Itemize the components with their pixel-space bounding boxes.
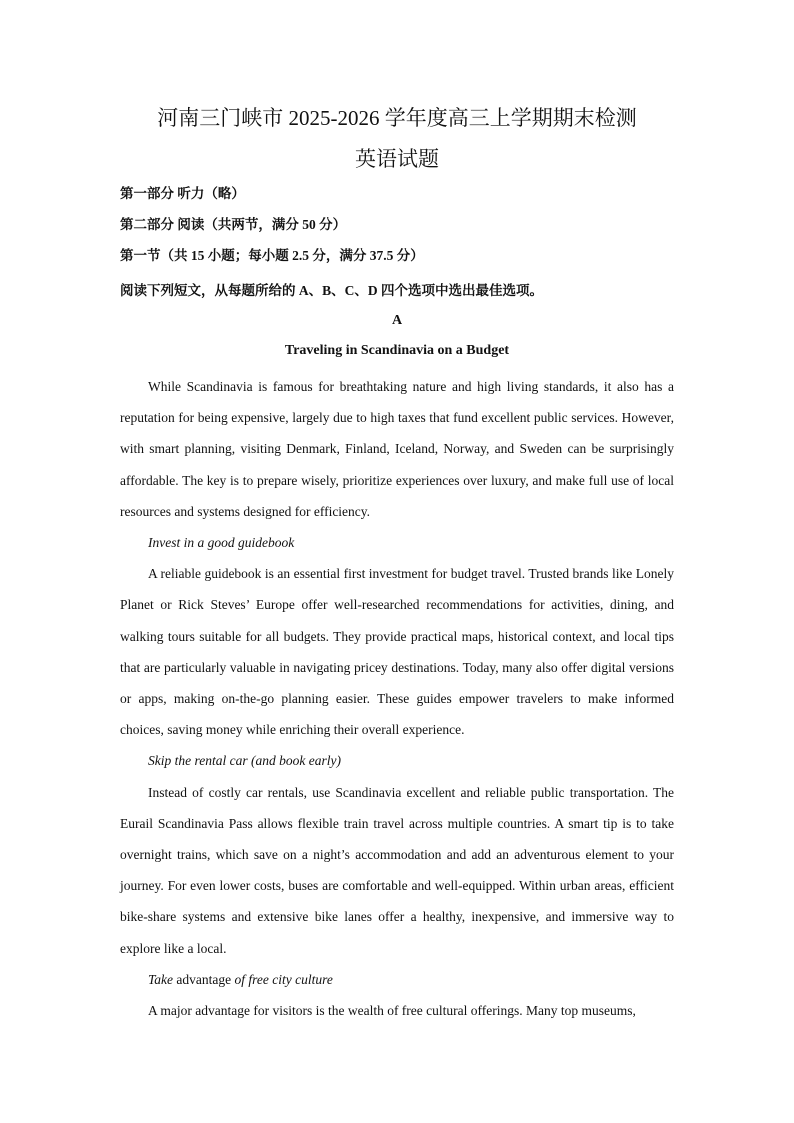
exam-title: 河南三门峡市 2025-2026 学年度高三上学期期末检测 bbox=[157, 106, 637, 130]
passage-title: Traveling in Scandinavia on a Budget bbox=[284, 343, 510, 358]
exam-subtitle: 英语试题 bbox=[355, 147, 439, 171]
subheading-transport: Skip the rental car (and book early) bbox=[148, 753, 341, 769]
paragraph-intro: While Scandinavia is famous for breathtaking nature and high living standards, it also has a reputation for being expensive, largely due to high taxes that fund excellent public services. However, with smart planning, visiting Denmark, Finland, Iceland, Norway, and Sweden can be surprisingly affordable. The key is to prepare wisely, prioritize experiences over luxury, and make full use of local resources and systems designed for efficiency. bbox=[120, 379, 674, 519]
paragraph-culture: A major advantage for visitors is the wealth of free cultural offerings. Many top museums, bbox=[148, 1003, 636, 1019]
paragraph-guidebook: A reliable guidebook is an essential first investment for budget travel. Trusted brands like Lonely Planet or Rick Steves’ Europe offer well-researched recommendations for activities, dining, and walking tours suitable for all budgets. They provide practical maps, historical context, and local tips that are particularly valuable in navigating pricey destinations. Today, many also offer digital versions or apps, making on-the-go planning easier. These guides empower travelers to make informed choices, saving money while enriching their overall experience. bbox=[120, 566, 674, 738]
part-two-heading: 第二部分 阅读（共两节，满分 50 分） bbox=[120, 217, 347, 232]
passage-body bbox=[120, 371, 674, 1026]
subheading-culture-part-2: advantage bbox=[173, 971, 235, 987]
subheading-guidebook: Invest in a good guidebook bbox=[148, 535, 295, 551]
passage-letter: A bbox=[391, 313, 403, 328]
subheading-culture bbox=[120, 964, 674, 995]
paragraph-transport: Instead of costly car rentals, use Scandinavia excellent and reliable public transportation. The Eurail Scandinavia Pass allows flexible train travel across multiple countries. A smart tip is to take overnight trains, which save on a night’s accommodation and add an adventurous element to your journey. For even lower costs, buses are comfortable and well-equipped. Within urban areas, efficient bike-share systems and extensive bike lanes offer a healthy, inexpensive, and immersive way to explore like a local. bbox=[120, 784, 674, 956]
subheading-culture-part-3: of free city culture bbox=[234, 971, 333, 987]
section-one-heading: 第一节（共 15 小题；每小题 2.5 分，满分 37.5 分） bbox=[120, 248, 424, 263]
part-one-heading: 第一部分 听力（略） bbox=[120, 186, 245, 201]
reading-instruction: 阅读下列短文，从每题所给的 A、B、C、D 四个选项中选出最佳选项。 bbox=[120, 283, 544, 298]
subheading-culture-part-1: Take bbox=[148, 971, 174, 987]
